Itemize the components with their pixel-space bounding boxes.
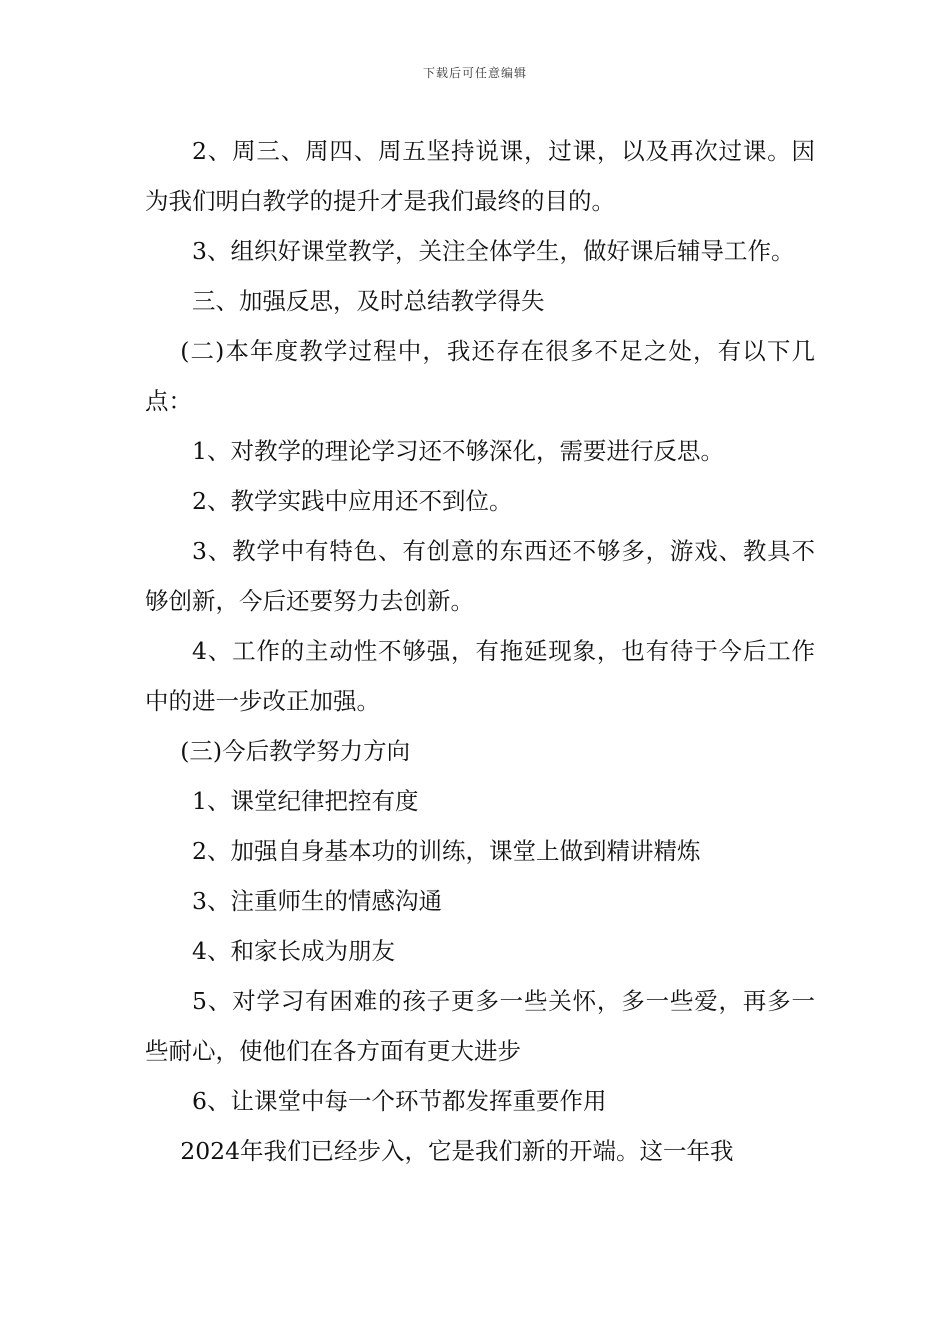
list-item: 2、教学实践中应用还不到位。 [192,487,513,515]
document-body [145,126,815,1176]
subsection-heading-shortcomings: (二)本年度教学过程中，我还存在很多不足之处，有以下几点： [145,337,815,415]
paragraph-1: 2、周三、周四、周五坚持说课，过课，以及再次过课。因为我们明白教学的提升才是我们最终的目的。 [145,137,815,215]
list-item: 6、让课堂中每一个环节都发挥重要作用 [192,1087,607,1115]
list-item: 4、工作的主动性不够强，有拖延现象，也有待于今后工作中的进一步改正加强。 [145,637,815,715]
list-item: 2、加强自身基本功的训练，课堂上做到精讲精炼 [192,837,701,865]
list-item: 1、对教学的理论学习还不够深化，需要进行反思。 [192,437,724,465]
list-item: 4、和家长成为朋友 [192,937,395,965]
paragraph-closing: 2024年我们已经步入，它是我们新的开端。这一年我 [180,1137,734,1165]
paragraph-2: 3、组织好课堂教学，关注全体学生，做好课后辅导工作。 [192,237,795,265]
list-item: 3、教学中有特色、有创意的东西还不够多，游戏、教具不够创新，今后还要努力去创新。 [145,537,815,615]
list-item: 3、注重师生的情感沟通 [192,887,442,915]
section-heading-reflection: 三、加强反思，及时总结教学得失 [192,287,545,315]
list-item: 5、对学习有困难的孩子更多一些关怀，多一些爱，再多一些耐心，使他们在各方面有更大进步 [145,987,815,1065]
list-item: 1、课堂纪律把控有度 [192,787,419,815]
subsection-heading-direction: (三)今后教学努力方向 [180,737,411,765]
page-header-note: 下载后可任意编辑 [422,66,527,80]
